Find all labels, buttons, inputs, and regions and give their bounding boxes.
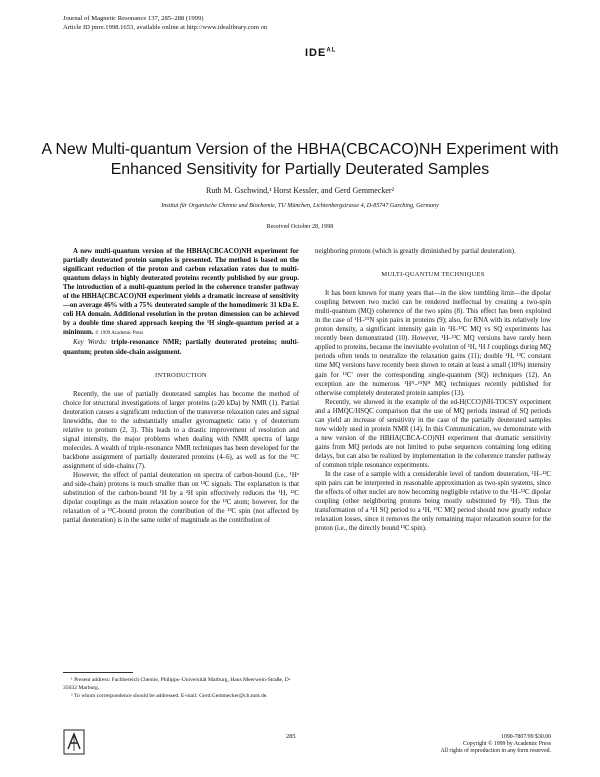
author-list: Ruth M. Gschwind,¹ Horst Kessler, and Gerd Gemmecker² — [206, 186, 394, 195]
author-affiliation: Institut für Organische Chemie und Biochemie, TU München, Lichtenbergstrasse 4, D-85747 Garching, Germany — [161, 203, 439, 209]
issn-price: 1090-7807/99 $30.00 — [501, 734, 551, 740]
page-number: 285 — [286, 733, 296, 740]
left-column — [63, 247, 299, 525]
mq-paragraph-2: Recently, we showed in the example of the ed-H(CCO)NH-TOCSY experiment and a HMQC/HSQC comparison that the use of MQ periods instead of SQ periods can yield an increase of sensitivity in the case of the partially deuterated samples now widely used in protein NMR (14). In this Communication, we demonstrate with a new version of the HBHA(CBCA-CO)NH experiment that dramatic sensitivity gains from MQ periods are not limited to pulse sequences containing long editing delays, but can also be realized by implementation in the coherence transfer pathway of common triple resonance experiments. — [315, 398, 551, 469]
intro-paragraph-2: However, the effect of partial deuteration on spectra of carbon-bound (i.e., ¹Hᵅ and side-chain) protons is much smaller than on ¹³C signals. The explanation is that substitution of the carbon-bound ¹H by a ²H spin effectively reduces the ¹H, ¹³C dipolar couplings as the main relaxation source for the ¹³C atom; however, for the relaxation of a ¹³C-bound proton the contribution of the ¹³C spin (not affected by partial deuteration) is in the same order of magnitude as the contribution of — [63, 472, 299, 525]
copyright-line: Copyright © 1999 by Academic Press — [463, 741, 551, 748]
footnote-2: ² To whom correspondence should be addressed. E-mail: Gerd.Gemmecker@ch.tum.de. — [71, 693, 268, 699]
article-id-line[interactable]: Article ID jmre.1998.1653, available online at http://www.idealibrary.com on — [63, 24, 268, 31]
article-title: A New Multi-quantum Version of the HBHA(CBCACO)NH Experiment with Enhanced Sensitivity for Partially Deuterated Samples — [41, 141, 559, 178]
footnotes — [63, 677, 299, 702]
abstract — [63, 247, 299, 357]
ideal-logo-text-2: AL — [326, 47, 337, 54]
copyright-block — [400, 734, 551, 756]
keywords — [63, 338, 299, 356]
footnote-1: ¹ Present address: Fachbereich Chemie, Philipps–Universität Marburg, Hans Meerwein-Straße, D-35032 Marburg. — [63, 677, 291, 691]
ideal-logo[interactable] — [305, 47, 336, 59]
rights-line: All rights of reproduction in any form reserved. — [440, 748, 551, 755]
academic-press-logo-icon — [63, 729, 85, 755]
introduction-heading: INTRODUCTION — [155, 371, 207, 379]
keywords-label: Key Words: — [73, 339, 108, 347]
abstract-text: A new multi-quantum version of the HBHA(CBCACO)NH experiment for partially deuterated protein samples is presented. The method is based on the significant reduction of the proton and carbon relaxation rates due to multi-quantum delays in highly deuterated proteins recently published by our group. The introduction of a multi-quantum period in the coherence transfer pathway of the HBHA(CBCACO)NH experiment yields a dramatic increase of sensitivity—on average 46% with a 75% deuterated sample of the homodimeric 31 kDa E. coli HA domain. Additional resolution in the proton dimension can be achieved by a double time shared approach keeping the ¹H single-quantum period at a minimum. © 1999 Academic Press — [63, 248, 299, 337]
received-date: Received October 28, 1998 — [266, 224, 334, 230]
journal-header — [63, 14, 533, 32]
mq-paragraph-1: It has been known for many years that—in the slow tumbling limit—the dipolar coupling between two nuclei can be rendered ineffectual by creating a two-spin multi-quantum (MQ) coherence of the two spins (8). This effect has been exploited in the case of ¹H–¹⁵N spin pairs in proteins (9); also, for RNA with its relatively low proton density, a significant intensity gain in ¹H–¹³C MQ vs SQ experiments has recently been demonstrated (10). However, ¹H–¹³C MQ versions have rarely been applied to proteins, because the inevitable evolution of ¹H, ¹H J couplings during MQ periods often tends to neutralize the relaxation gains (11); double ¹H, ¹³C constant time MQ versions have recently been shown to retain at least a small (10%) intensity gain for ¹³C' over the corresponding single-quantum (SQ) techniques (12). An exception are the numerous ¹Hᴺ–¹⁵Nᴴ MQ techniques recently published for otherwise completely deuterated protein samples (13). — [315, 290, 551, 397]
right-column — [315, 247, 551, 533]
journal-citation: Journal of Magnetic Resonance 137, 285–288 (1999) — [63, 15, 204, 22]
footnote-divider — [63, 672, 133, 673]
mq-techniques-heading: MULTI-QUANTUM TECHNIQUES — [381, 271, 485, 279]
mq-paragraph-3: In the case of a sample with a considerable level of random deuteration, ¹H–¹³C spin pairs can be interpreted in reasonable approximation as two-spin systems, since the effects of other nuclei are now becoming negligible relative to the ¹H–¹³C dipolar coupling (other neighboring protons being mostly substituted by ²H). Thus the transformation of a ¹H SQ period to a ¹H, ¹³C MQ period should now greatly reduce relaxation losses, since it removes the only remaining major relaxation source for the proton (i.e., the directly bound ¹³C spin). — [315, 471, 551, 533]
keywords-text: triple-resonance NMR; partially deuterated proteins; multi-quantum; proton side-chain assignment. — [63, 339, 299, 356]
abstract-copyright: © 1999 Academic Press — [95, 331, 144, 337]
continued-paragraph: neighboring protons (which is greatly diminished by partial deuteration). — [315, 248, 516, 255]
ideal-logo-text: IDE — [305, 47, 327, 59]
intro-paragraph-1: Recently, the use of partially deuterated samples has become the method of choice for structural investigations of larger proteins (≥20 kDa) by NMR (1). Partial deuteration causes a significant reduction of the transverse relaxation rates and signal linewidths, due to the substantially smaller gyromagnetic ratio γ of deuterium relative to protium (2, 3). This leads to a drastic improvement of resolution and signal intensity, the major problems when dealing with NMR spectra of large molecules. A wealth of triple-resonance NMR techniques has been developed for the backbone assignment of partially deuterated proteins (4–6), as well as for the ¹³C assignment of side-chains (7). — [63, 390, 299, 470]
